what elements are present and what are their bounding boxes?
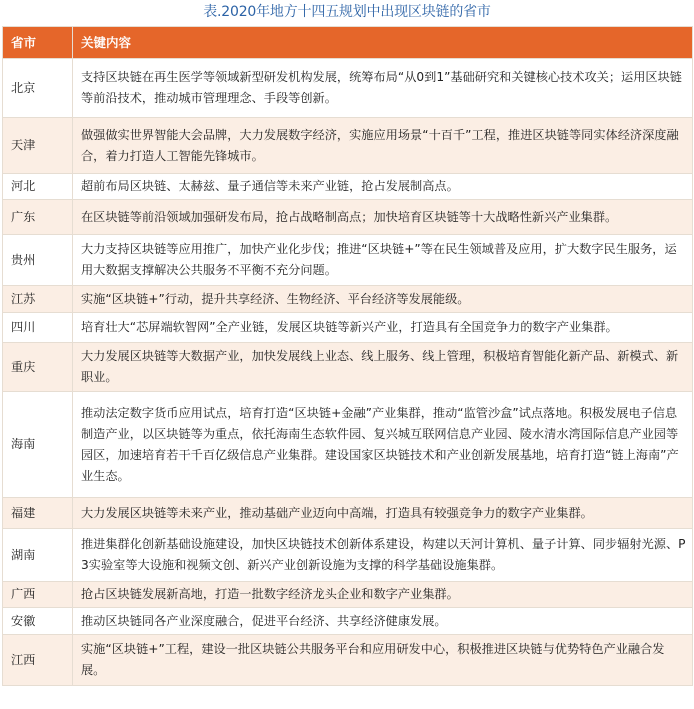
province-cell: 福建 bbox=[3, 498, 73, 529]
province-cell: 四川 bbox=[3, 313, 73, 343]
province-cell: 重庆 bbox=[3, 343, 73, 392]
content-cell: 推动法定数字货币应用试点，培育打造“区块链+金融”产业集群，推动“监管沙盒”试点落地。积极发展电子信息制造产业，以区块链等为重点，依托海南生态软件园、复兴城互联网信息产业园、陵水清水湾国际信息产业园等园区，加速培育若干千百亿级信息产业集群。建设国家区块链技术和产业创新发展基地，培育打造“链上海南”产业生态。 bbox=[73, 392, 693, 498]
header-content: 关键内容 bbox=[73, 27, 693, 59]
table-row bbox=[3, 392, 693, 498]
table-row bbox=[3, 582, 693, 608]
province-cell: 湖南 bbox=[3, 529, 73, 582]
province-cell: 贵州 bbox=[3, 235, 73, 286]
content-cell: 超前布局区块链、太赫兹、量子通信等未来产业链，抢占发展制高点。 bbox=[73, 174, 693, 200]
province-cell: 河北 bbox=[3, 174, 73, 200]
table-row bbox=[3, 608, 693, 635]
province-cell: 海南 bbox=[3, 392, 73, 498]
header-province: 省市 bbox=[3, 27, 73, 59]
province-cell: 江苏 bbox=[3, 286, 73, 313]
table-row bbox=[3, 118, 693, 174]
province-cell: 江西 bbox=[3, 635, 73, 686]
province-cell: 广西 bbox=[3, 582, 73, 608]
province-cell: 北京 bbox=[3, 59, 73, 118]
table-row bbox=[3, 529, 693, 582]
content-cell: 推动区块链同各产业深度融合，促进平台经济、共享经济健康发展。 bbox=[73, 608, 693, 635]
table-title: 表.2020年地方十四五规划中出现区块链的省市 bbox=[203, 4, 491, 20]
content-cell: 实施“区块链+”工程，建设一批区块链公共服务平台和应用研发中心，积极推进区块链与优势特色产业融合发展。 bbox=[73, 635, 693, 686]
table-row bbox=[3, 235, 693, 286]
table-row bbox=[3, 59, 693, 118]
table-row bbox=[3, 635, 693, 686]
province-table bbox=[2, 26, 693, 686]
content-cell: 实施“区块链+”行动，提升共享经济、生物经济、平台经济等发展能级。 bbox=[73, 286, 693, 313]
table-row bbox=[3, 343, 693, 392]
content-cell: 支持区块链在再生医学等领域新型研发机构发展，统筹布局“从0到1”基础研究和关键核心技术攻关；运用区块链等前沿技术，推动城市管理理念、手段等创新。 bbox=[73, 59, 693, 118]
table-header-row bbox=[3, 27, 693, 59]
table-row bbox=[3, 313, 693, 343]
table-row bbox=[3, 286, 693, 313]
content-cell: 大力发展区块链等大数据产业，加快发展线上业态、线上服务、线上管理，积极培育智能化新产品、新模式、新职业。 bbox=[73, 343, 693, 392]
content-cell: 抢占区块链发展新高地，打造一批数字经济龙头企业和数字产业集群。 bbox=[73, 582, 693, 608]
province-cell: 广东 bbox=[3, 200, 73, 235]
content-cell: 大力支持区块链等应用推广，加快产业化步伐；推进“区块链+”等在民生领域普及应用，扩大数字民生服务，运用大数据支撑解决公共服务不平衡不充分问题。 bbox=[73, 235, 693, 286]
province-cell: 天津 bbox=[3, 118, 73, 174]
province-cell: 安徽 bbox=[3, 608, 73, 635]
content-cell: 在区块链等前沿领域加强研发布局，抢占战略制高点；加快培育区块链等十大战略性新兴产业集群。 bbox=[73, 200, 693, 235]
content-cell: 做强做实世界智能大会品牌，大力发展数字经济，实施应用场景“十百千”工程，推进区块链等同实体经济深度融合，着力打造人工智能先锋城市。 bbox=[73, 118, 693, 174]
content-cell: 大力发展区块链等未来产业，推动基础产业迈向中高端，打造具有较强竞争力的数字产业集群。 bbox=[73, 498, 693, 529]
table-row bbox=[3, 174, 693, 200]
table-row bbox=[3, 498, 693, 529]
content-cell: 推进集群化创新基础设施建设，加快区块链技术创新体系建设，构建以天河计算机、量子计算、同步辐射光源、P3实验室等大设施和视频文创、新兴产业创新设施为支撑的科学基础设施集群。 bbox=[73, 529, 693, 582]
content-cell: 培育壮大“芯屏端软智网”全产业链，发展区块链等新兴产业，打造具有全国竞争力的数字产业集群。 bbox=[73, 313, 693, 343]
table-row bbox=[3, 200, 693, 235]
